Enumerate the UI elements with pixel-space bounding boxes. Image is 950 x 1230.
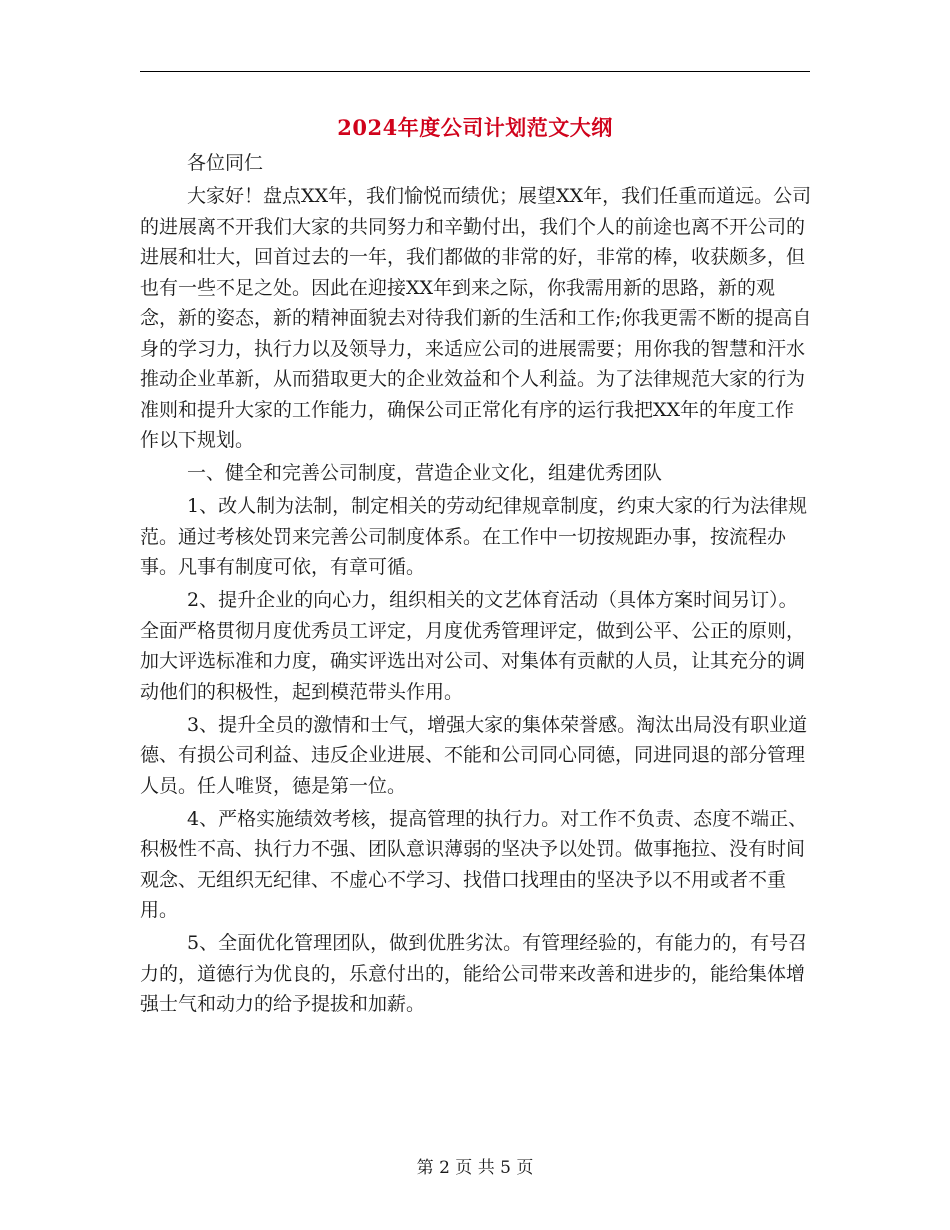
paragraph-item-1: 1、改人制为法制，制定相关的劳动纪律规章制度，约束大家的行为法律规范。通过考核处罚来完善公司制度体系。在工作中一切按规距办事，按流程办事。凡事有制度可依，有章可循。 (140, 495, 808, 578)
greeting: 各位同仁 (187, 152, 264, 174)
page-number: 第 2 页 共 5 页 (416, 1158, 534, 1178)
section-heading: 一、健全和完善公司制度，营造企业文化，组建优秀团队 (187, 462, 663, 484)
paragraph-item-3: 3、提升全员的激情和士气，增强大家的集体荣誉感。淘汰出局没有职业道德、有损公司利益、违反企业进展、不能和公司同心同德，同进同退的部分管理人员。任人唯贤，德是第一位。 (140, 713, 808, 797)
paragraph-intro: 大家好！盘点XX年，我们愉悦而绩优；展望XX年，我们任重而道远。公司的进展离不开我们大家的共同努力和辛勤付出，我们个人的前途也离不开公司的进展和壮大，回首过去的一年，我们都做的非常的好，非常的棒，收获颇多，但也有一些不足之处。因此在迎接XX年到来之际，你我需用新的思路，新的观念，新的姿态，新的精神面貌去对待我们新的生活和工作;你我更需不断的提高自身的学习力，执行力以及领导力，来适应公司的进展需要；用你我的智慧和汗水推动企业革新，从而猎取更大的企业效益和个人利益。为了法律规范大家的行为准则和提升大家的工作能力，确保公司正常化有序的运行我把XX年的年度工作作以下规划。 (140, 185, 812, 451)
document-body (140, 148, 812, 1020)
document-title: 2024年度公司计划范文大纲 (337, 115, 613, 140)
paragraph-item-4: 4、严格实施绩效考核，提高管理的执行力。对工作不负责、态度不端正、积极性不高、执行力不强、团队意识薄弱的坚决予以处罚。做事拖拉、没有时间观念、无组织无纪律、不虚心不学习、找借口找理由的坚决予以不用或者不重用。 (140, 807, 808, 921)
header-rule (140, 71, 810, 72)
paragraph-item-2: 2、提升企业的向心力，组织相关的文艺体育活动（具体方案时间另订）。全面严格贯彻月度优秀员工评定，月度优秀管理评定，做到公平、公正的原则，加大评选标准和力度，确实评选出对公司、对集体有贡献的人员，让其充分的调动他们的积极性，起到模范带头作用。 (140, 589, 806, 703)
paragraph-item-5: 5、全面优化管理团队，做到优胜劣汰。有管理经验的，有能力的，有号召力的，道德行为优良的，乐意付出的，能给公司带来改善和进步的，能给集体增强士气和动力的给予提拔和加薪。 (140, 932, 808, 1015)
